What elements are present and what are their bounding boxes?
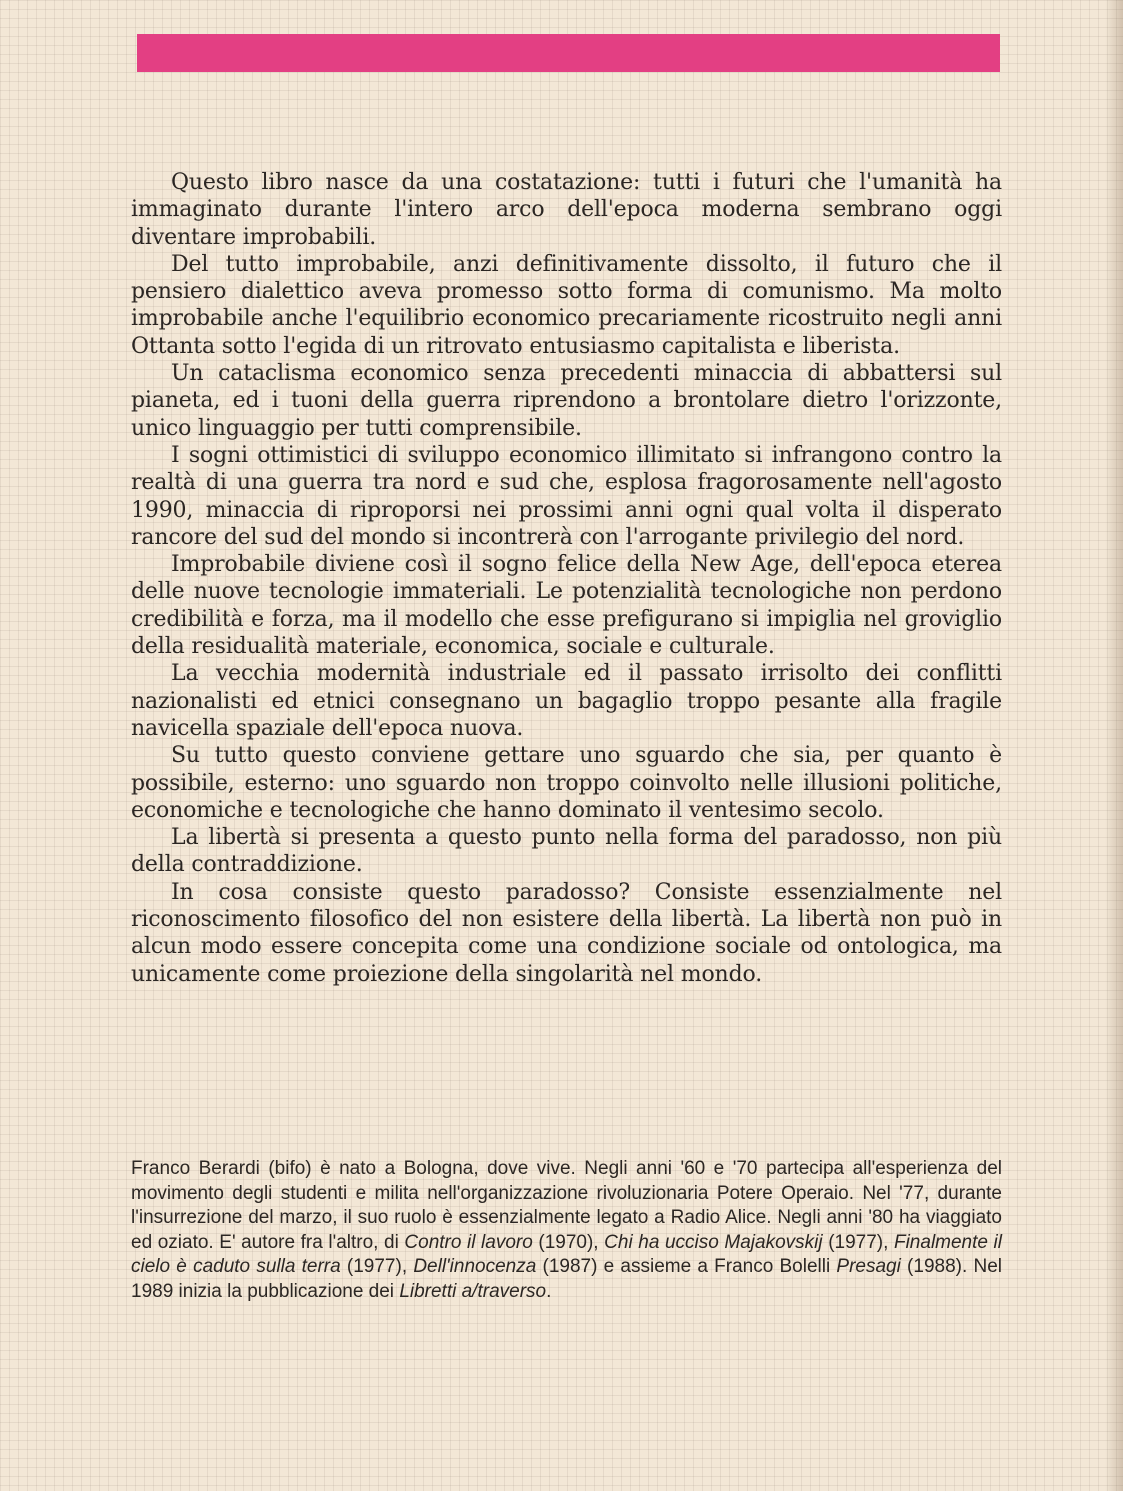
bio-text: (1970),: [532, 1231, 605, 1253]
paragraph: Improbabile diviene così il sogno felice della New Age, dell'epoca eterea delle nuove tecnologie immateriali. Le potenzialità tecnologiche non perdono credibilità e forza, ma il modello che esse prefigurano si impiglia nel groviglio della residualità materiale, economica, sociale e culturale.: [131, 552, 1002, 660]
bio-text: (1988). Nel 1989 inizia la pubblicazione dei: [131, 1256, 1002, 1302]
book-title: Finalmente il cielo è caduto sulla terra: [131, 1231, 1002, 1277]
book-title: Contro il lavoro: [404, 1231, 533, 1253]
bio-text: Franco Berardi (bifo) è nato a Bologna, dove vive. Negli anni '60 e '70 partecipa all'esperienza del movimento degli studenti e milita nell'organizzazione rivoluzionaria Potere Operaio. Nel '77, durante l'insurrezione del marzo, il suo ruolo è essenzialmente legato a Radio Alice. Negli anni '80 ha viaggiato ed oziato. E' autore fra l'altro, di: [131, 1158, 1002, 1253]
paragraph: Questo libro nasce da una costatazione: tutti i futuri che l'umanità ha immaginato durante l'intero arco dell'epoca moderna sembrano oggi diventare improbabili.: [131, 170, 1002, 250]
paragraph: La vecchia modernità industriale ed il passato irrisolto dei conflitti nazionalisti ed etnici consegnano un bagaglio troppo pesante alla fragile navicella spaziale dell'epoca nuova.: [131, 661, 1002, 741]
paragraph: Su tutto questo conviene gettare uno sguardo che sia, per quanto è possibile, esterno: uno sguardo non troppo coinvolto nelle illusioni politiche, economiche e tecnologiche che hanno dominato il ventesimo secolo.: [131, 743, 1002, 823]
book-spine-shadow: [1105, 0, 1123, 1491]
paragraph: In cosa consiste questo paradosso? Consiste essenzialmente nel riconoscimento filosofico del non esistere della libertà. La libertà non può in alcun modo essere concepita come una condizione sociale od ontologica, ma unicamente come proiezione della singolarità nel mondo.: [131, 879, 1002, 987]
main-text: [131, 169, 1002, 988]
book-title: Dell'innocenza: [413, 1256, 537, 1277]
bio-text: (1977),: [340, 1256, 414, 1277]
author-bio: [131, 1157, 1002, 1304]
bio-text: (1977),: [822, 1231, 894, 1253]
paragraph: Un cataclisma economico senza precedenti minaccia di abbattersi sul pianeta, ed i tuoni della guerra riprendono a brontolare dietro l'orizzonte, unico linguaggio per tutti comprensibile.: [131, 361, 1002, 441]
magenta-header-bar: [137, 34, 1000, 72]
paragraph: La libertà si presenta a questo punto nella forma del paradosso, non più della contraddizione.: [131, 825, 1002, 878]
bio-text: .: [546, 1280, 552, 1302]
paragraph: Del tutto improbabile, anzi definitivamente dissolto, il futuro che il pensiero dialettico aveva promesso sotto forma di comunismo. Ma molto improbabile anche l'equilibrio economico precariamente ricostruito negli anni Ottanta sotto l'egida di un ritrovato entusiasmo capitalista e liberista.: [131, 251, 1002, 359]
book-title: Chi ha ucciso Majakovskij: [604, 1231, 823, 1253]
paragraph: I sogni ottimistici di sviluppo economico illimitato si infrangono contro la realtà di una guerra tra nord e sud che, esplosa fragorosamente nell'agosto 1990, minaccia di riproporsi nei prossimi anni ogni qual volta il disperato rancore del sud del mondo si incontrerà con l'arrogante privilegio del nord.: [131, 442, 1002, 550]
book-title: Presagi: [836, 1256, 901, 1277]
book-title: Libretti a/traverso: [399, 1280, 547, 1302]
bio-text: (1987) e assieme a Franco Bolelli: [536, 1256, 837, 1277]
